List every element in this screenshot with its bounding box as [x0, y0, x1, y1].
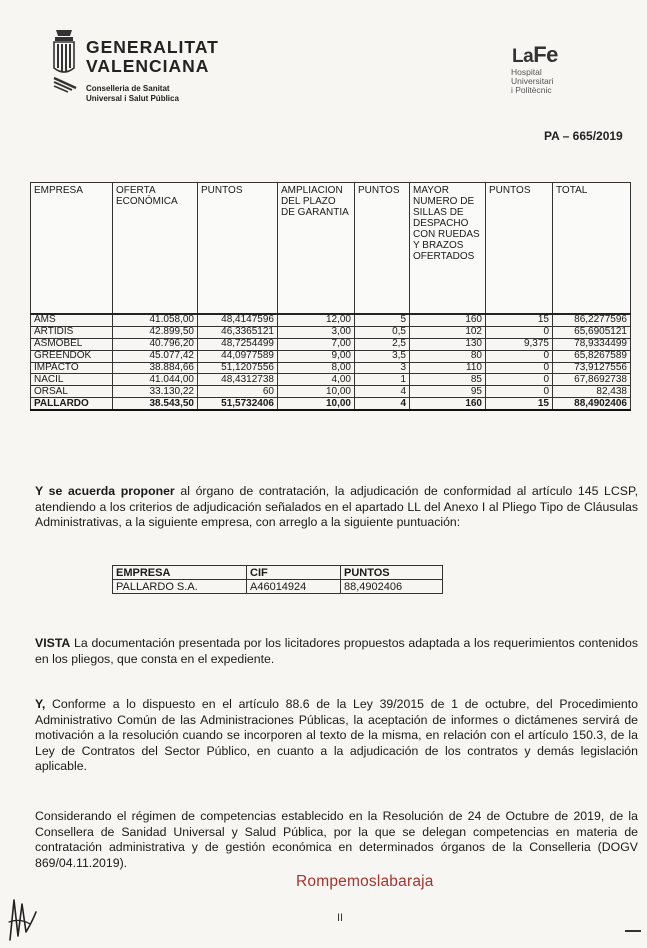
cell-total: 78,9334499 [553, 338, 631, 350]
cell-total: 65,6905121 [553, 326, 631, 338]
cell-ampliacion: 10,00 [278, 398, 355, 410]
cell-puntos: 46,3365121 [198, 326, 278, 338]
cell-puntos: 5 [355, 314, 410, 326]
cell-puntos: 60 [198, 386, 278, 398]
cell-puntos: 15 [486, 398, 553, 410]
cell-sillas: 80 [410, 350, 486, 362]
cell-puntos: 1 [355, 374, 410, 386]
considerando-paragraph [35, 809, 638, 871]
col-header-puntos: PUNTOS [198, 183, 278, 315]
col-header-ampliacion: AMPLIACION DEL PLAZO DE GARANTIA [278, 183, 355, 315]
watermark-text: Rompemoslabaraja [296, 873, 434, 890]
table-row [31, 350, 631, 362]
award-header-empresa: EMPRESA [113, 566, 247, 580]
award-table [112, 565, 443, 594]
vista-paragraph [35, 636, 638, 667]
cell-total: 67,8692738 [553, 374, 631, 386]
cell-total: 82,438 [553, 386, 631, 398]
hospital-logo-fe: Fe [533, 42, 558, 67]
cell-total: 88,4902406 [553, 398, 631, 410]
cell-puntos: 15 [486, 314, 553, 326]
table-header-row [31, 183, 631, 315]
cell-sillas: 130 [410, 338, 486, 350]
cell-ampliacion: 9,00 [278, 350, 355, 362]
org-line1: GENERALITAT [86, 37, 219, 57]
document-code: PA – 665/2019 [544, 129, 623, 143]
col-header-sillas: MAYOR NUMERO DE SILLAS DE DESPACHO CON RUEDAS Y BRAZOS OFERTADOS [410, 183, 486, 315]
cell-empresa: IMPACTO [31, 362, 113, 374]
cell-puntos: 51,1207556 [198, 362, 278, 374]
vista-text: La documentación presentada por los licitadores propuestos adaptada a los requerimientos contenidos en los pliegos, que consta en el expediente. [35, 636, 638, 666]
cell-total: 86,2277596 [553, 314, 631, 326]
dept-line2: Universal i Salut Pública [86, 94, 179, 103]
cell-puntos: 0 [486, 326, 553, 338]
cell-puntos: 0 [486, 362, 553, 374]
cell-oferta: 38.884,66 [113, 362, 198, 374]
hospital-logo-la: La [512, 46, 534, 67]
cell-oferta: 33.130,22 [113, 386, 198, 398]
hospital-line2: Universitari [511, 76, 554, 86]
cell-puntos: 0 [486, 374, 553, 386]
cell-puntos: 0 [486, 350, 553, 362]
cell-puntos: 48,4147596 [198, 314, 278, 326]
department-name [86, 84, 179, 104]
cell-total: 73,9127556 [553, 362, 631, 374]
cell-empresa: ASMOBEL [31, 338, 113, 350]
cell-oferta: 40.796,20 [113, 338, 198, 350]
proposal-paragraph [35, 484, 638, 531]
hospital-line3: i Politècnic [511, 85, 552, 95]
award-header-puntos: PUNTOS [341, 566, 443, 580]
vista-lead: VISTA [35, 636, 71, 650]
hospital-line1: Hospital [511, 67, 542, 77]
proposal-text: al órgano de contratación, la adjudicación de conformidad al artículo 145 LCSP, atendiendo a los criterios de adjudicación señalados en el apartado LL del Anexo I al Pliego Tipo de Cláusulas Administrativas, a la siguiente empresa, con arreglo a la siguiente puntuación: [35, 484, 638, 529]
cell-sillas: 160 [410, 398, 486, 410]
conforme-lead: Y, [35, 697, 46, 711]
award-row [113, 580, 443, 594]
hospital-la-fe-logo [512, 44, 558, 95]
table-row [31, 374, 631, 386]
conforme-paragraph [35, 697, 638, 775]
table-row [31, 386, 631, 398]
col-header-total: TOTAL [553, 183, 631, 315]
col-header-oferta: OFERTA ECONÓMICA [113, 183, 198, 315]
cell-sillas: 85 [410, 374, 486, 386]
cell-puntos: 44,0977589 [198, 350, 278, 362]
cell-ampliacion: 4,00 [278, 374, 355, 386]
cell-oferta: 41.058,00 [113, 314, 198, 326]
cell-ampliacion: 10,00 [278, 386, 355, 398]
cell-puntos: 48,7254499 [198, 338, 278, 350]
conforme-text: Conforme a lo dispuesto en el artículo 88.6 de la Ley 39/2015 de 1 de octubre, del Procedimiento Administrativo Común de las Administraciones Públicas, la aceptación de informes o dictámenes servirá de motivación a la resolución cuando se incorporen al texto de la misma, en relación con el artículo 150.3, de la Ley de Contratos del Sector Público, en cuanto a la adjudicación de los contratos y demás legislación aplicable. [35, 697, 638, 773]
cell-ampliacion: 7,00 [278, 338, 355, 350]
cell-empresa: NACIL [31, 374, 113, 386]
cell-empresa: ARTIDIS [31, 326, 113, 338]
cell-puntos: 2,5 [355, 338, 410, 350]
cell-sillas: 160 [410, 314, 486, 326]
cell-empresa: AMS [31, 314, 113, 326]
handwritten-signature [6, 892, 40, 944]
table-row [31, 362, 631, 374]
cell-puntos: 9,375 [486, 338, 553, 350]
cell-empresa: PALLARDO [31, 398, 113, 410]
cell-oferta: 45.077,42 [113, 350, 198, 362]
cell-puntos: 4 [355, 386, 410, 398]
cell-oferta: 42.899,50 [113, 326, 198, 338]
award-cif: A46014924 [247, 580, 341, 594]
cell-oferta: 41.044,00 [113, 374, 198, 386]
col-header-puntos: PUNTOS [486, 183, 553, 315]
cell-puntos: 3,5 [355, 350, 410, 362]
cell-ampliacion: 12,00 [278, 314, 355, 326]
proposal-lead: Y se acuerda proponer [35, 484, 175, 498]
cell-ampliacion: 3,00 [278, 326, 355, 338]
table-row [31, 326, 631, 338]
cell-oferta: 38.543,50 [113, 398, 198, 410]
org-line2: VALENCIANA [86, 56, 210, 76]
award-header-cif: CIF [247, 566, 341, 580]
cell-total: 65,8267589 [553, 350, 631, 362]
cell-empresa: GREENDOK [31, 350, 113, 362]
page-number: II [337, 912, 344, 924]
cell-sillas: 95 [410, 386, 486, 398]
dept-line1: Conselleria de Sanitat [86, 84, 170, 93]
cell-puntos: 0 [486, 386, 553, 398]
hospital-logo-wordmark [512, 44, 558, 68]
table-row-winner [31, 398, 631, 410]
hospital-logo-lines [511, 68, 558, 95]
col-header-empresa: EMPRESA [31, 183, 113, 315]
bid-results-table [30, 182, 631, 411]
cell-ampliacion: 8,00 [278, 362, 355, 374]
margin-mark [625, 930, 641, 932]
cell-puntos: 51,5732406 [198, 398, 278, 410]
award-puntos: 88,4902406 [341, 580, 443, 594]
cell-empresa: ORSAL [31, 386, 113, 398]
table-row [31, 314, 631, 326]
cell-puntos: 3 [355, 362, 410, 374]
cell-sillas: 102 [410, 326, 486, 338]
considerando-text: Considerando el régimen de competencias establecido en la Resolución de 24 de Octubre de 2019, de la Consellera de Sanidad Universal y Salud Pública, por la que se delegan competencias en materia de contratación administrativa y de gestión económica en determinados órganos de la Conselleria (DOGV 869/04.11.2019). [35, 809, 638, 870]
cell-puntos: 0,5 [355, 326, 410, 338]
cell-puntos: 48,4312738 [198, 374, 278, 386]
cell-sillas: 110 [410, 362, 486, 374]
generalitat-title [86, 38, 219, 76]
award-empresa: PALLARDO S.A. [113, 580, 247, 594]
award-header-row [113, 566, 443, 580]
table-row [31, 338, 631, 350]
generalitat-shield-logo [50, 28, 78, 94]
col-header-puntos: PUNTOS [355, 183, 410, 315]
cell-puntos: 4 [355, 398, 410, 410]
